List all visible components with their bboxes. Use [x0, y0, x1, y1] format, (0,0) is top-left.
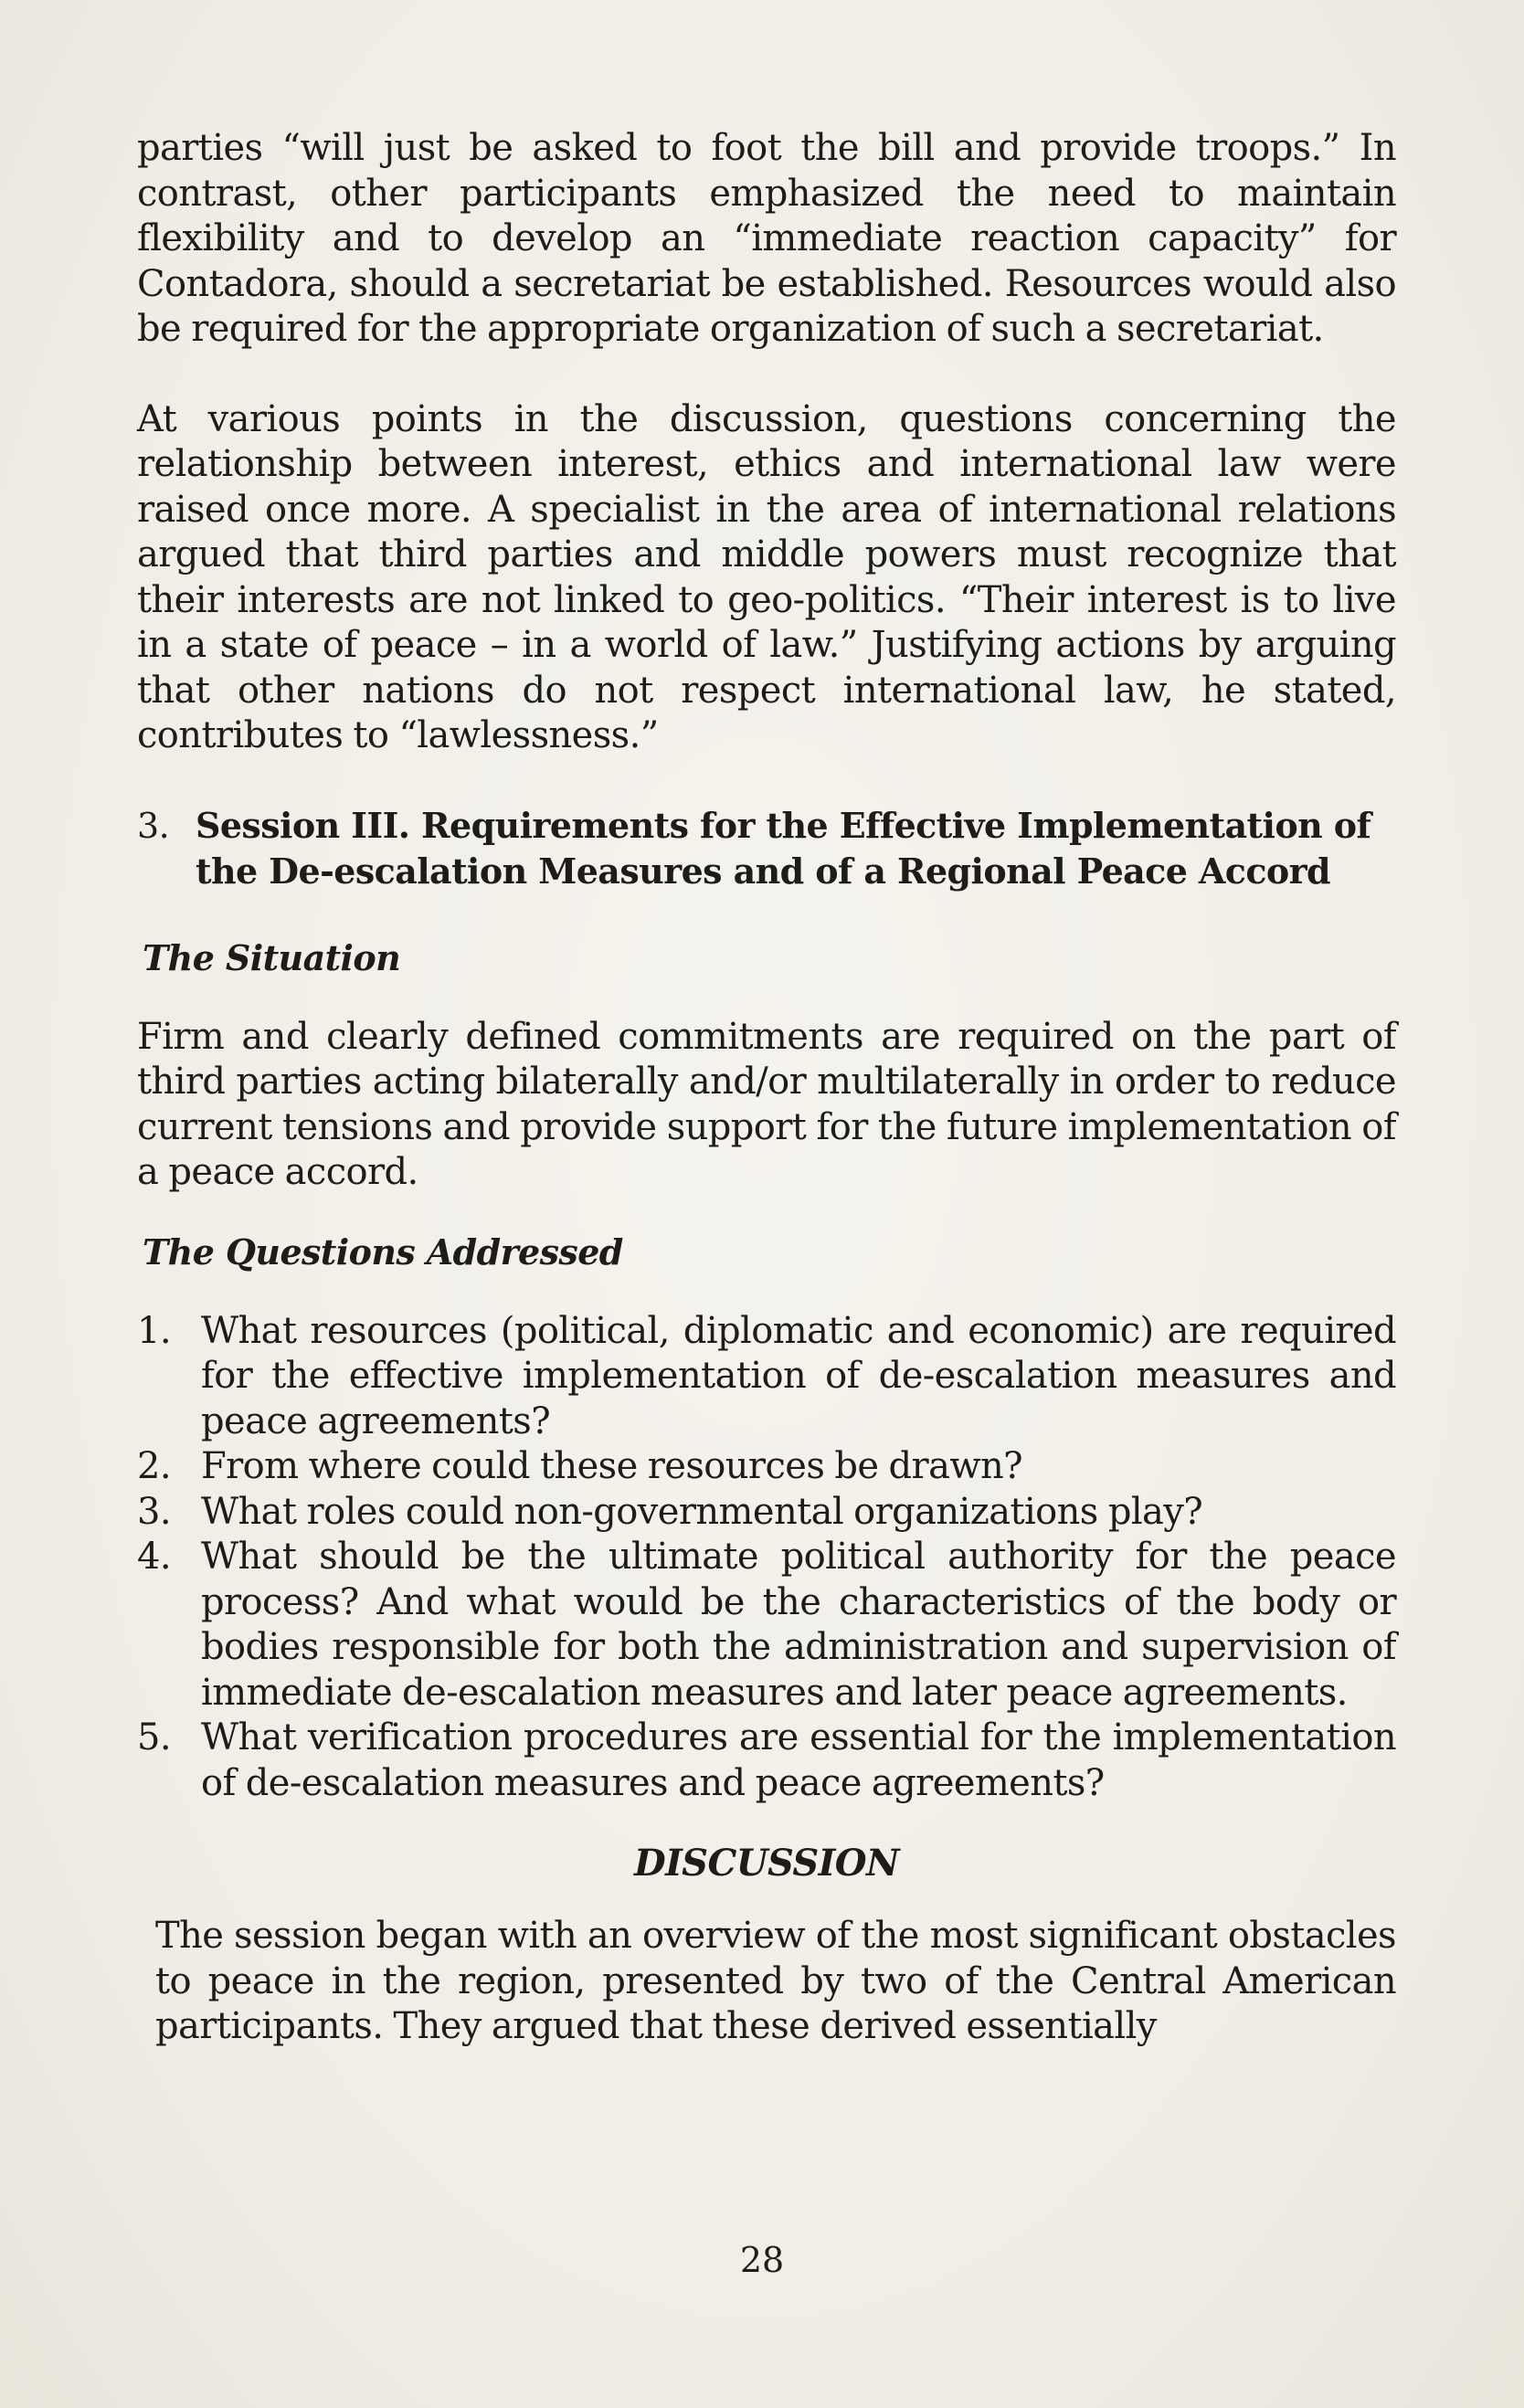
questions-list — [137, 1309, 1396, 1807]
page-number: 28 — [739, 2240, 785, 2280]
discussion-paragraph: The session began with an overview of the most significant obstacles to peace in the region, presented by two of the Central American participants. They argued that these derived essentially — [155, 1915, 1396, 2047]
situation-heading: The Situation — [143, 936, 401, 978]
question-text: What roles could non-governmental organizations play? — [201, 1490, 1203, 1533]
question-item — [137, 1309, 1396, 1445]
question-text: What verification procedures are essential for the implementation of de-escalation measures and peace agreements? — [201, 1716, 1396, 1804]
question-text: What resources (political, diplomatic and economic) are required for the effective implementation of de-escalation measures and peace agreements? — [201, 1309, 1396, 1442]
questions-heading: The Questions Addressed — [143, 1230, 623, 1273]
paragraph-secretariat: parties “will just be asked to foot the bill and provide troops.” In contrast, other participants emphasized the need to maintain flexibility and to develop an “immediate reaction capacity” for Contadora, should a secretariat be established. Resources would also be required for the appropriate organization of such a secretariat. — [137, 127, 1396, 350]
question-number: 1. — [137, 1309, 171, 1352]
paragraph-international-law: At various points in the discussion, questions concerning the relationship between interest, ethics and international law were raised once more. A specialist in the area of international relations argued that third parties and middle powers must recognize that their interests are not linked to geo-politics. “Their interest is to live in a state of peace – in a world of law.” Justifying actions by arguing that other nations do not respect international law, he stated, contributes to “lawlessness.” — [137, 397, 1396, 756]
question-item — [137, 1490, 1396, 1536]
question-item — [137, 1716, 1396, 1806]
discussion-heading: DISCUSSION — [633, 1842, 900, 1885]
question-text: From where could these resources be drawn? — [201, 1445, 1022, 1487]
question-number: 4. — [137, 1536, 171, 1578]
question-number: 3. — [137, 1490, 171, 1533]
section-title: Session III. Requirements for the Effective Implementation of the De-escalation Measures and of a Regional Peace Accord — [196, 804, 1371, 892]
page-body — [137, 126, 1396, 2050]
question-item — [137, 1535, 1396, 1716]
question-item — [137, 1444, 1396, 1490]
section-number: 3. — [137, 805, 170, 846]
question-number: 5. — [137, 1716, 171, 1758]
section-heading — [137, 803, 1396, 894]
question-number: 2. — [137, 1445, 171, 1487]
situation-paragraph: Firm and clearly defined commitments are required on the part of third parties acting bilaterally and/or multilaterally in order to reduce current tensions and provide support for the future implementation of a peace accord. — [137, 1015, 1396, 1193]
question-text: What should be the ultimate political authority for the peace process? And what would be the characteristics of the body or bodies responsible for both the administration and supervision of immediate de-escalation measures and later peace agreements. — [201, 1536, 1396, 1714]
